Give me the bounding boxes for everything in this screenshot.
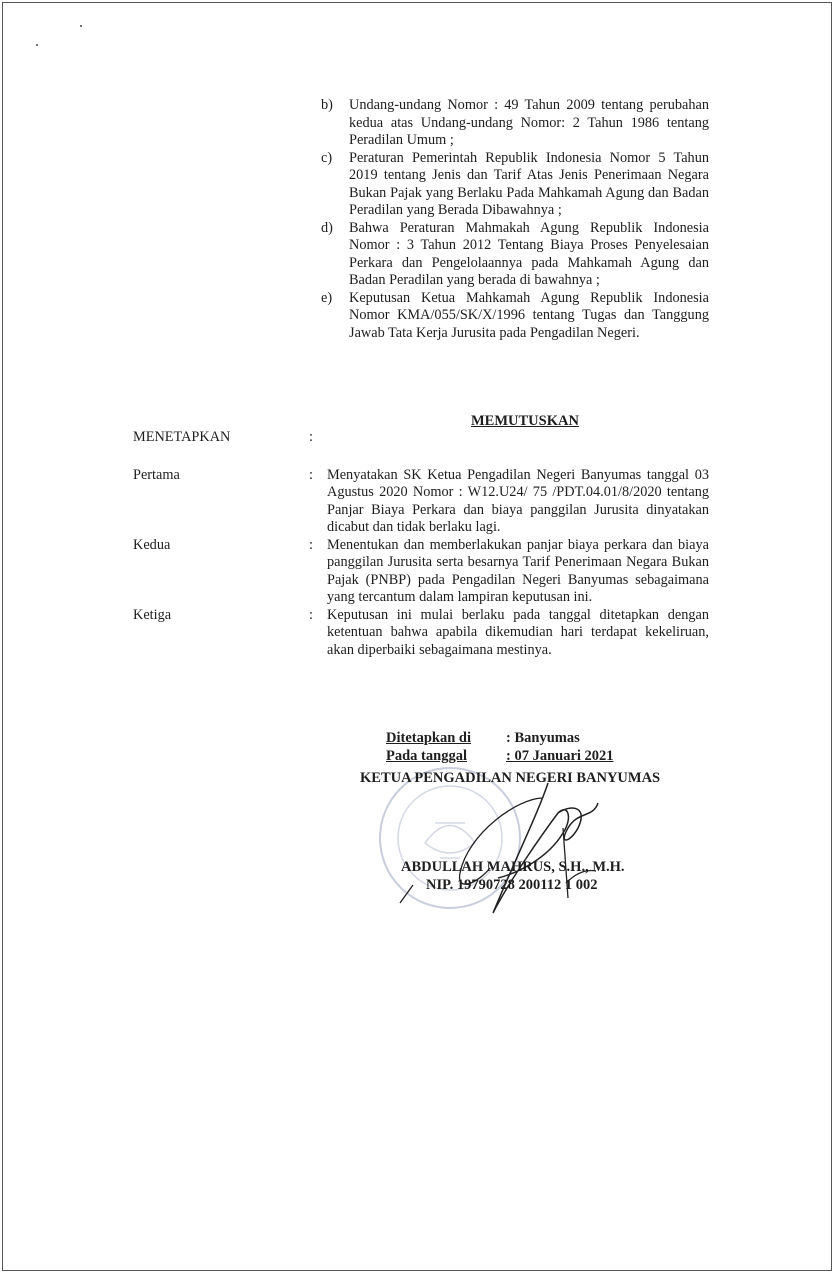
consideration-label: b) <box>321 97 333 113</box>
consideration-text: Keputusan Ketua Mahkamah Agung Republik Indonesia Nomor KMA/055/SK/X/1996 tentang Tugas dan Tanggung Jawab Tata Kerja Jurusita pada Pengadilan Negeri. <box>349 289 709 341</box>
consideration-label: d) <box>321 219 333 236</box>
decision-row <box>133 607 709 660</box>
signer-title: KETUA PENGADILAN NEGERI BANYUMAS <box>360 770 661 786</box>
place-value: : Banyumas <box>506 730 580 746</box>
consideration-item <box>321 290 709 343</box>
menetapkan-colon: : <box>309 429 313 445</box>
menetapkan-row <box>133 429 709 447</box>
consideration-item <box>321 220 709 290</box>
consideration-label: c) <box>321 149 333 166</box>
consideration-text: Undang-undang Nomor : 49 Tahun 2009 tentang perubahan kedua atas Undang-undang Nomor: 2 Tahun 1986 tentang Peradilan Umum ; <box>349 97 709 148</box>
consideration-text: Peraturan Pemerintah Republik Indonesia Nomor 5 Tahun 2019 tentang Jenis dan Tarif Atas Jenis Penerimaan Negara Bukan Pajak yang Berlaku Pada Mahkamah Agung dan Badan Peradilan yang Berada Dibawahnya ; <box>349 149 709 218</box>
consideration-label: e) <box>321 289 333 306</box>
decision-colon: : <box>309 536 313 553</box>
decision-label: Pertama <box>133 466 180 483</box>
scan-speck <box>36 44 38 46</box>
decision-colon: : <box>309 606 313 623</box>
decision-colon: : <box>309 466 313 483</box>
considerations-list <box>321 97 709 342</box>
handwritten-signature <box>398 773 628 918</box>
date-value: : 07 Januari 2021 <box>506 747 614 764</box>
consideration-item <box>321 150 709 220</box>
menetapkan-label: MENETAPKAN <box>133 429 231 445</box>
decision-row <box>133 467 709 537</box>
decision-label: Kedua <box>133 536 171 553</box>
decision-text: Menyatakan SK Ketua Pengadilan Negeri Banyumas tanggal 03 Agustus 2020 Nomor : W12.U24/ 75 /PDT.04.01/8/2020 tentang Panjar Biaya Perkara dan biaya panggilan Jurusita dinyatakan dicabut dan tidak berlaku lagi. <box>327 466 709 535</box>
decisions-block <box>133 429 709 659</box>
scan-speck <box>80 25 82 27</box>
consideration-text: Bahwa Peraturan Mahmakah Agung Republik Indonesia Nomor : 3 Tahun 2012 Tentang Biaya Proses Penyelesaian Perkara dan Pengelolaannya pada Mahkamah Agung dan Badan Peradilan yang berada di bawahnya ; <box>349 219 709 288</box>
decision-text: Menentukan dan memberlakukan panjar biaya perkara dan biaya panggilan Jurusita serta besarnya Tarif Penerimaan Negara Bukan Pajak (PNBP) pada Pengadilan Negeri Banyumas sebagaimana yang tercantum dalam lampiran keputusan ini. <box>327 536 709 605</box>
signer-nip: NIP. 19790728 200112 1 002 <box>426 876 598 893</box>
consideration-item <box>321 97 709 150</box>
decision-row <box>133 537 709 607</box>
decision-label: Ketiga <box>133 606 172 623</box>
date-row <box>386 748 614 766</box>
signer-name: ABDULLAH MAHRUS, S.H., M.H. <box>401 859 625 875</box>
signature-meta <box>386 730 614 765</box>
document-page <box>2 2 832 1271</box>
place-label: Ditetapkan di <box>386 730 472 746</box>
date-label: Pada tanggal <box>386 747 467 764</box>
decision-heading: MEMUTUSKAN <box>471 413 579 429</box>
decision-text: Keputusan ini mulai berlaku pada tanggal ditetapkan dengan ketentuan bahwa apabila dikemudian hari terdapat kekeliruan, akan diperbaiki sebagaimana mestinya. <box>327 606 709 658</box>
place-row <box>386 730 614 748</box>
signer-block <box>401 859 625 894</box>
